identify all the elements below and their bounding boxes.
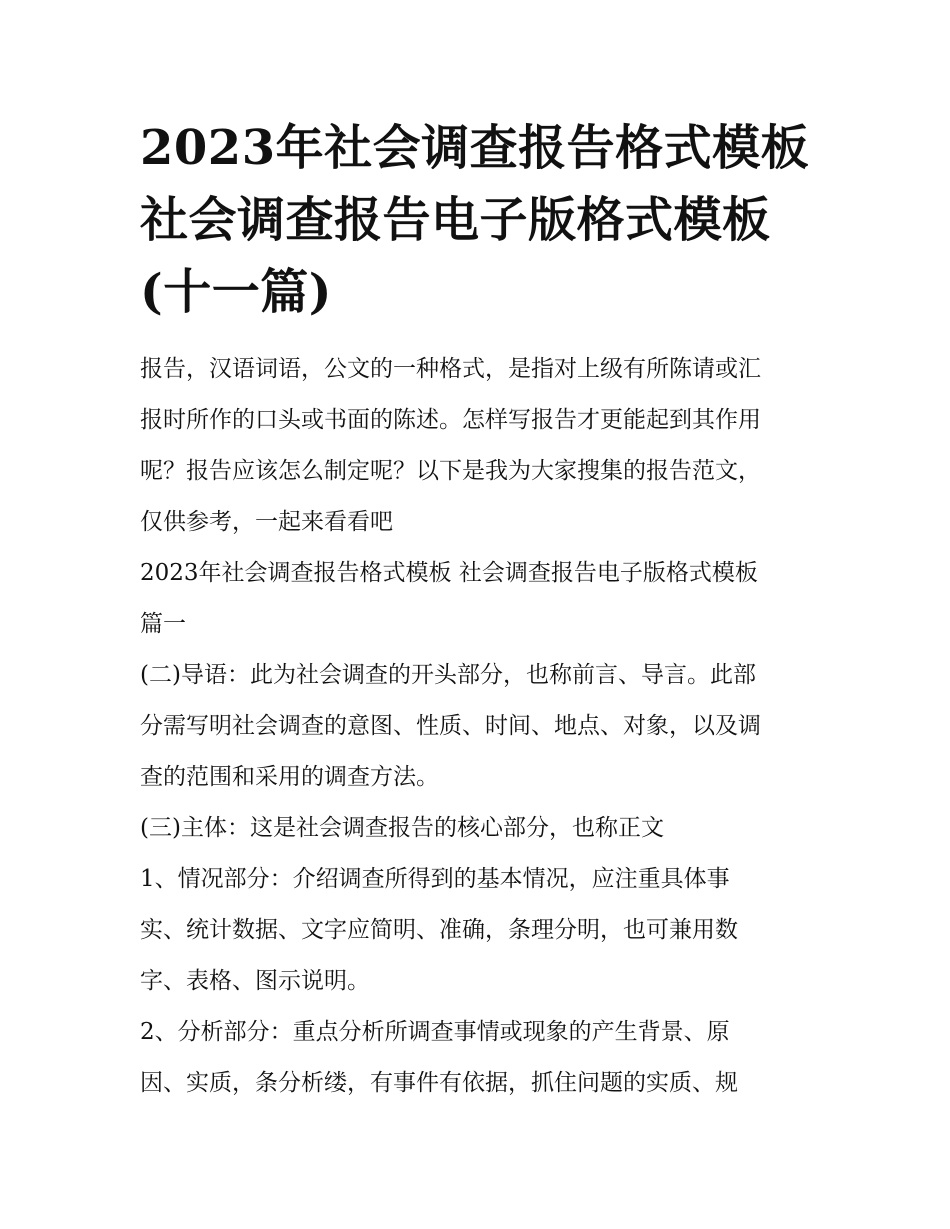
text-line: 查的范围和采用的调查方法。 <box>140 764 439 790</box>
title-line: (十一篇) <box>140 264 332 320</box>
text-line: 1、情况部分：介绍调查所得到的基本情况，应注重具体事 <box>140 866 730 892</box>
text-line: 报告，汉语词语，公文的一种格式，是指对上级有所陈请或汇 <box>140 356 761 382</box>
text-line: 呢？报告应该怎么制定呢？以下是我为大家搜集的报告范文， <box>140 458 761 484</box>
document-title <box>140 112 820 328</box>
intro-paragraph <box>140 344 820 548</box>
title-line: 2023年社会调查报告格式模板 <box>140 120 810 176</box>
text-line: (三)主体：这是社会调查报告的核心部分，也称正文 <box>140 815 664 841</box>
document-page <box>140 112 820 1109</box>
situation-paragraph <box>140 854 820 1007</box>
text-line: (二)导语：此为社会调查的开头部分，也称前言、导言。此部 <box>140 662 756 688</box>
guide-paragraph <box>140 650 820 803</box>
text-line: 分需写明社会调查的意图、性质、时间、地点、对象，以及调 <box>140 713 761 739</box>
text-line: 字、表格、图示说明。 <box>140 968 370 994</box>
document-body <box>140 344 820 1109</box>
text-line: 报时所作的口头或书面的陈述。怎样写报告才更能起到其作用 <box>140 407 761 433</box>
title-line: 社会调查报告电子版格式模板 <box>140 192 771 248</box>
text-line: 2、分析部分：重点分析所调查事情或现象的产生背景、原 <box>140 1019 730 1045</box>
text-line: 篇一 <box>140 611 186 637</box>
section-heading <box>140 548 820 650</box>
text-line: 仅供参考，一起来看看吧 <box>140 509 393 535</box>
text-line: 因、实质，条分析缕，有事件有依据，抓住问题的实质、规 <box>140 1070 738 1096</box>
text-line: 实、统计数据、文字应简明、准确，条理分明，也可兼用数 <box>140 917 738 943</box>
analysis-paragraph <box>140 1007 820 1109</box>
main-body-paragraph <box>140 803 820 854</box>
text-line: 2023年社会调查报告格式模板 社会调查报告电子版格式模板 <box>140 560 758 586</box>
